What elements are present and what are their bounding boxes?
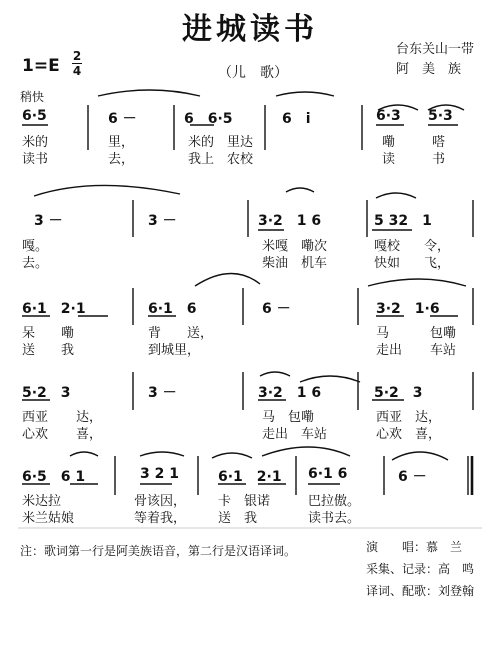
footnote-label: 注： — [20, 544, 45, 558]
row4-measure2-notes: 3 － — [148, 385, 177, 401]
credit-translator-name: 刘登翰 — [438, 584, 475, 598]
footnote-text: 歌词第一行是阿美族语音，第二行是汉语译词。 — [44, 544, 297, 558]
row3-measure3-notes: 6 － — [262, 301, 291, 317]
row2-measure1-notes: 3 － — [34, 213, 63, 229]
row3-measure4-notes: 3·2 1·6 — [376, 301, 440, 317]
row1-measure4-notes: 6 i — [282, 111, 311, 127]
source-info — [396, 40, 474, 80]
row3-lyric2-c: 走出 — [376, 343, 403, 358]
row2-measure3-notes: 3·2 1 6 — [258, 213, 322, 229]
row3-lyric1-a: 呆 嘞 — [22, 326, 75, 341]
row3-lyric1-b: 背 送， — [148, 326, 214, 341]
row1-lyric1-e: 嗒 — [432, 135, 446, 150]
row5-lyric1-d: 巴拉傲。 — [308, 494, 361, 509]
credit-translator — [366, 580, 474, 602]
row5-measure5-notes: 6 － — [398, 469, 427, 485]
source-region: 台东关山一带 — [396, 42, 475, 57]
row5-measure1-notes: 6·5 6 1 — [22, 469, 86, 485]
row4-measure4-notes: 5·2 3 — [374, 385, 423, 401]
row1-lyric1-c: 米的 里达 — [188, 135, 254, 150]
row5-lyric1-c: 卡 银诺 — [218, 494, 271, 509]
row2-lyric1-c: 嘎校 — [374, 239, 401, 254]
row1-lyric2-e: 书 — [432, 152, 446, 167]
row1-measure5b-notes: 5·3 — [428, 108, 453, 124]
row2-measure4-notes: 5 32 1 — [374, 213, 432, 229]
row3-lyric1-c: 马 — [376, 326, 390, 341]
row1-lyric1-d: 嘞 — [382, 135, 396, 150]
row5-measure3-notes: 6·1 2·1 — [218, 469, 282, 485]
row4-lyric1-b: 达， — [76, 410, 103, 425]
row5-measure4-notes: 6·1 6 — [308, 466, 348, 482]
row1-measure2-notes: 6 － — [108, 111, 137, 127]
row3-lyric2-a: 送 我 — [22, 343, 75, 358]
footnote — [20, 540, 320, 562]
row4-lyric1-d: 西亚 达， — [376, 410, 442, 425]
source-ethnicity: 阿 美 族 — [396, 62, 462, 77]
row1-lyric2-b: 去， — [108, 152, 135, 167]
row1-lyric2-d: 读 — [382, 152, 396, 167]
row3-measure2-notes: 6·1 6 — [148, 301, 197, 317]
row2-lyric1-a: 嘎。 — [22, 239, 49, 254]
credit-collector-name: 高 鸣 — [438, 562, 475, 576]
row1-lyric2-a: 读书 — [22, 152, 49, 167]
row1-lyric1-b: 里， — [108, 135, 135, 150]
credits — [366, 536, 474, 602]
row2-lyric2-a: 去。 — [22, 256, 49, 271]
row5-lyric1-b: 骨该因， — [134, 494, 187, 509]
row5-lyric1-a: 米达拉 — [22, 494, 62, 509]
row5-lyric2-d: 读书去。 — [308, 511, 361, 526]
row1-lyric2-c: 我上 农校 — [188, 152, 254, 167]
song-title: 进城读书 — [182, 12, 318, 47]
row4-measure3-notes: 3·2 1 6 — [258, 385, 322, 401]
credit-collector — [366, 558, 474, 580]
row2-lyric2-c: 快如 — [374, 256, 401, 271]
row3-measure1-notes: 6·1 2·1 — [22, 301, 86, 317]
row2-lyric1-b: 米嘎 嘞次 — [262, 239, 328, 254]
row4-lyric2-d: 心欢 喜， — [376, 427, 442, 442]
row5-lyric2-c: 送 我 — [218, 511, 258, 526]
row5-lyric2-a: 米兰姑娘 — [22, 511, 75, 526]
row2-lyric1-d: 令， — [424, 239, 451, 254]
row1-measure5a-notes: 6·3 — [376, 108, 401, 124]
row4-measure1-notes: 5·2 3 — [22, 385, 71, 401]
time-signature-top: 2 — [72, 49, 82, 63]
row1-measure1-notes: 6·5 — [22, 108, 47, 124]
row3-lyric2-d: 车站 — [430, 343, 457, 358]
credit-singer-name: 慕 兰 — [426, 540, 463, 554]
tempo-marking: 稍快 — [20, 90, 45, 104]
credit-collector-role: 采集、记录： — [366, 562, 439, 576]
row4-lyric2-a: 心欢 — [22, 427, 49, 442]
row5-lyric2-b: 等着我， — [134, 511, 187, 526]
genre-label: （儿 歌） — [218, 65, 288, 81]
credit-translator-role: 译词、配歌： — [366, 584, 439, 598]
row4-lyric1-c: 马 包嘞 — [262, 410, 315, 425]
credit-singer-role: 演 唱： — [366, 540, 427, 554]
row2-lyric2-b: 柴油 机车 — [262, 256, 328, 271]
row4-lyric2-c: 走出 车站 — [262, 427, 328, 442]
row5-measure2-notes: 3 2 1 — [140, 466, 179, 482]
row1-measure3-notes: 6 6·5 — [184, 111, 233, 127]
time-signature-bottom: 4 — [72, 64, 82, 78]
row2-measure2-notes: 3 － — [148, 213, 177, 229]
row1-lyric1-a: 米的 — [22, 135, 49, 150]
row4-lyric2-b: 喜， — [76, 427, 103, 442]
row4-lyric1-a: 西亚 — [22, 410, 49, 425]
time-signature — [72, 50, 82, 77]
key-signature: 1=E — [22, 56, 60, 76]
credit-singer — [366, 536, 474, 558]
row3-lyric1-d: 包嘞 — [430, 326, 457, 341]
row2-lyric2-d: 飞， — [424, 256, 451, 271]
row3-lyric2-b: 到城里， — [148, 343, 201, 358]
